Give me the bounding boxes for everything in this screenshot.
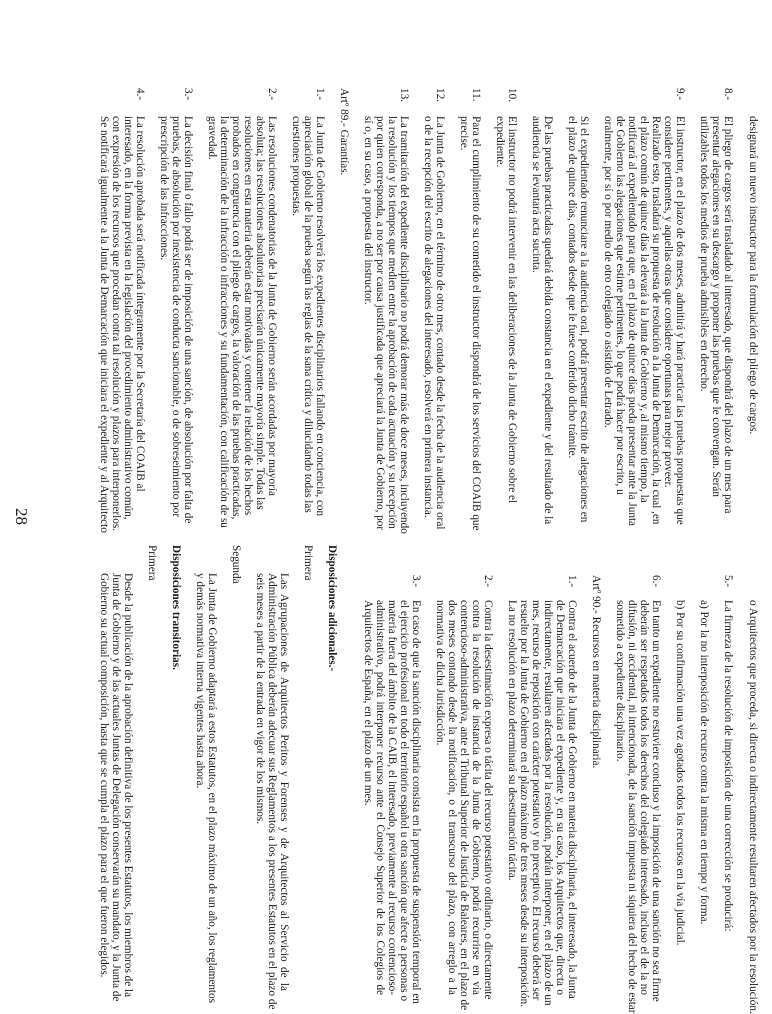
paragraph-line: Contra la desestimación expresa o tácita del recurso potestativo ordinario, o directamente	[482, 600, 494, 1000]
paragraph-line: La no resolución en plazo determinará su desestimación tácita.	[506, 600, 518, 881]
paragraph-line: resoluciones en esta materia deberán estar motivadas y contener la relación de los hechos	[242, 116, 254, 516]
paragraph-line: b) Por su confirmación una vez agotados todos los recursos en la vía judicial.	[674, 600, 686, 946]
item-number: 3.-	[410, 575, 422, 588]
paragraph-line: La firmeza de la resolución de imposición de una corrección se producirá:	[722, 600, 734, 932]
paragraph-line: el plazo de quince días, contados desde que le fuese conferido dicho trámite.	[566, 116, 578, 459]
paragraph-line: mes, recurso de reposición con carácter potestativo y no preceptivo. El recurso deberá ser	[530, 600, 542, 1001]
item-number: 1.-	[566, 575, 578, 588]
paragraph-line: el plazo común de quince días la elevará a la Junta de Gobierno y, al mismo tiempo, la	[638, 116, 650, 503]
paragraph-line: utilizables todos los medios de prueba admisibles en derecho.	[698, 116, 710, 392]
paragraph-line: o de la recepción del escrito de alegaciones del interesado, resolverá en primera instancia.	[422, 116, 434, 518]
item-number: 2.-	[266, 88, 278, 101]
paragraph-line: Administración Pública deberán adecuar sus Reglamentos a los presentes Estatutos en el plazo de	[266, 573, 278, 1010]
paragraph-line: de Demarcación que iniciara el expediente y, en su caso, los Arquitectos que, directa o	[554, 600, 566, 995]
article-heading: Artº 90.- Recursos en materia disciplinaria.	[590, 575, 602, 769]
item-number: 13.	[398, 88, 410, 102]
paragraph-line: Arquitectos de España, en el plazo de un mes.	[362, 600, 374, 806]
paragraph-line: precise.	[458, 116, 470, 151]
paragraph-line: Realizado esto, trasladará su propuesta de resolución a la Junta de Demarcación, la cual ,en	[650, 116, 662, 525]
paragraph-line: Las resoluciones condenatorias de la Junta de Gobierno serán acordadas por mayoría	[266, 116, 278, 496]
paragraph-line: normativa de dicha Jurisdicción.	[434, 600, 446, 746]
paragraph-line: la determinación de la infracción o infracciones y su fundamentación, con calificación de su	[218, 116, 230, 528]
paragraph-line: De las pruebas practicadas quedará debida constancia en el expediente y del resultado de la	[542, 116, 554, 525]
subsection-label: Segunda	[230, 545, 242, 584]
paragraph-line: materia fuera del ámbito de la CAIB, el interesado, previamente al recurso contencioso-	[386, 600, 398, 995]
paragraph-line: absoluta; las resoluciones absolutorias precisarán únicamente mayoría simple. Todas las	[254, 116, 266, 510]
paragraph-line: expediente.	[494, 116, 506, 168]
paragraph-line: resuelto por la Junta de Gobierno en el plazo máximo de tres meses desde su interposición.	[518, 600, 530, 1007]
paragraph-line: notificará al expedientado para que, en el plazo de quince días pueda presentar ante la Junta	[626, 116, 638, 527]
paragraph-line: La resolución aprobada será notificada íntegramente por la Secretaría del COAIB al	[134, 116, 146, 492]
paragraph-line: El instructor, en el plazo de dos meses, admitirá y hará practicar las pruebas propuestas que	[674, 116, 686, 525]
paragraph-line: apreciación global de la prueba según las reglas de la sana crítica y dilucidando todas las	[302, 116, 314, 513]
item-number: 3.-	[182, 88, 194, 101]
paragraph-line: Contra el acuerdo de la Junta de Gobierno en materia disciplinaria, el interesado, la Junta	[566, 600, 578, 999]
paragraph-line: con expresión de los recursos que procedan contra tal resolución y plazos para interponerlos.	[110, 116, 122, 532]
paragraph-line: sí o, en su caso, a propuesta del instructor.	[362, 116, 374, 305]
paragraph-line: de Gobierno las alegaciones que estime pertinentes, lo que podrá hacer por escrito, u	[614, 116, 626, 495]
item-number: 1.-	[314, 88, 326, 101]
item-number: 8.-	[722, 88, 734, 101]
paragraph-line: Las Agrupaciones de Arquitectos Peritos y Forenses y de Arquitectos al Servicio de la	[278, 573, 290, 991]
paragraph-line: interesado, en la forma prevista en la legislación del procedimiento administrativo común,	[122, 116, 134, 520]
item-number: 12.	[434, 88, 446, 102]
paragraph-line: La tramitación del expediente disciplinario no podrá demorar más de doce meses, incluyendo	[398, 116, 410, 534]
paragraph-line: La decisión final o fallo podrá ser de imposición de una sanción, de absolución por falta de	[182, 116, 194, 524]
item-number: 11.	[470, 88, 482, 102]
paragraph-line: seis meses a partir de la entrada en vigor de los mismos.	[254, 573, 266, 825]
continuation-text: designará un nuevo instructor para la formulación del pliego de cargos.	[747, 116, 759, 435]
paragraph-line: considere pertinentes, y aquellas otras que considere oportunas para mejor proveer.	[662, 116, 674, 488]
paragraph-line: gravedad.	[206, 116, 218, 160]
paragraph-line: Gobierno su actual composición, hasta que se cumpla el plazo para el que fueron elegidos.	[98, 573, 110, 978]
article-heading: Artº 89.- Garantías.	[338, 88, 350, 176]
continuation-text: o Arquitectos que proceda, si directa o indirectamente resultaren afectados por la resolución.	[747, 600, 759, 1014]
paragraph-line: Si el expedientado renunciare a la audiencia oral, podrá presentar escrito de alegaciones en	[578, 116, 590, 523]
paragraph-line: cuestiones propuestas.	[290, 116, 302, 217]
paragraph-line: probados en congruencia con el pliego de cargos, la valoración de las pruebas practicadas,	[230, 116, 242, 520]
paragraph-line: la resolución y los tiempos que medien entre la aprobación de cada actuación y su recepción	[386, 116, 398, 529]
paragraph-line: El instructor no podrá intervenir en las deliberaciones de la Junta de Gobierno sobre el	[506, 116, 518, 504]
paragraph-line: indirectamente, resultaren afectados por la resolución, podrán interponer, en el plazo de un	[542, 600, 554, 1006]
item-number: 4.-	[134, 88, 146, 101]
item-number: 2.-	[482, 575, 494, 588]
paragraph-line: y demás normativa interna vigentes hasta ahora.	[194, 573, 206, 789]
paragraph-line: administrativo, podrá interponer recurso ante el Consejo Superior de los Colegios de	[374, 600, 386, 995]
item-number: 10.	[506, 88, 518, 102]
paragraph-line: prescripción de las infracciones.	[158, 116, 170, 261]
section-heading-transitional: Disposiciones transitorias.	[170, 545, 182, 670]
paragraph-line: Desde la publicación de la aprobación definitiva de los presentes Estatutos, los miembros de la	[122, 573, 134, 998]
item-number: 9.-	[674, 88, 686, 101]
paragraph-line: Junta de Gobierno y de las actuales Juntas de Delegación conservarán su mandato, y la Junta de	[110, 573, 122, 1002]
paragraph-line: deberán ser respetados todos los derechos del colegiado interesado, incluso el de la no	[638, 600, 650, 995]
paragraph-line: sometido a expediente disciplinario.	[614, 600, 626, 762]
paragraph-line: oralmente, por sí o por medio de otro colegiado o asistido de Letrado.	[602, 116, 614, 428]
subsection-label: Primera	[302, 545, 314, 581]
paragraph-line: audiencia se levantará acta sucinta.	[530, 116, 542, 273]
section-heading-additional: Disposiciones adicionales.-	[326, 545, 338, 672]
subsection-label: Primera	[146, 545, 158, 581]
paragraph-line: La Junta de Gobierno, en el término de otro mes, contado desde la fecha de la audiencia oral	[434, 116, 446, 530]
paragraph-line: Se notificará igualmente a la Junta de Demarcación que iniciara el expediente y al Arquitecto	[98, 116, 110, 533]
paragraph-line: difusión, ni accidental, ni intencionada, de la sanción impuesta ni siquiera del hecho de estar	[626, 600, 638, 1014]
paragraph-line: Para el cumplimiento de su cometido el instructor dispondrá de los servicios del COAIB que	[470, 116, 482, 531]
page-number: 28	[12, 508, 31, 525]
paragraph-line: En caso de que la sanción disciplinaria consista en la propuesta de suspensión temporal en	[410, 600, 422, 1004]
paragraph-line: La Junta de Gobierno adaptará a estos Estatutos, en el plazo máximo de un año, los reglamentos	[206, 573, 218, 1003]
paragraph-line: presentar alegaciones en su descargo y proponer las pruebas que le convengan. Serán	[710, 116, 722, 497]
paragraph-line: por quien corresponda, a no ser por causa justificada que apreciará la Junta de Gobierno, por	[374, 116, 386, 531]
paragraph-line: En tanto un expediente no estuviere concluso y la imposición de una sanción no sea firme	[650, 600, 662, 1002]
paragraph-line: contencioso-administrativa, ante el Tribunal Superior de Justicia de Baleares, en el plazo de	[458, 600, 470, 1011]
paragraph-line: contra la resolución de instancia de la Junta de Gobierno, podrá recurrirse en vía	[470, 600, 482, 995]
paragraph-line: La Junta de Gobierno resolverá los expedientes disciplinarios fallando en conciencia, con	[314, 116, 326, 517]
paragraph-line: pruebas, de absolución por inexistencia de conducta sancionable, o de sobreseimiento por	[170, 116, 182, 518]
paragraph-line: dos meses contando desde la notificación, o el transcurso del plazo, con arreglo a la	[446, 600, 458, 995]
item-number: 5.-	[722, 575, 734, 588]
paragraph-line: a) Por la no interposición de recurso contra la misma en tiempo y forma.	[698, 600, 710, 925]
paragraph-line: el ejercicio profesional en todo el territorio español u otra sanción que afecte a personas o	[398, 600, 410, 1002]
item-number: 6.-	[650, 575, 662, 588]
paragraph-line: El pliego de cargos será trasladado al interesado, que dispondrá del plazo de un mes para	[722, 116, 734, 514]
